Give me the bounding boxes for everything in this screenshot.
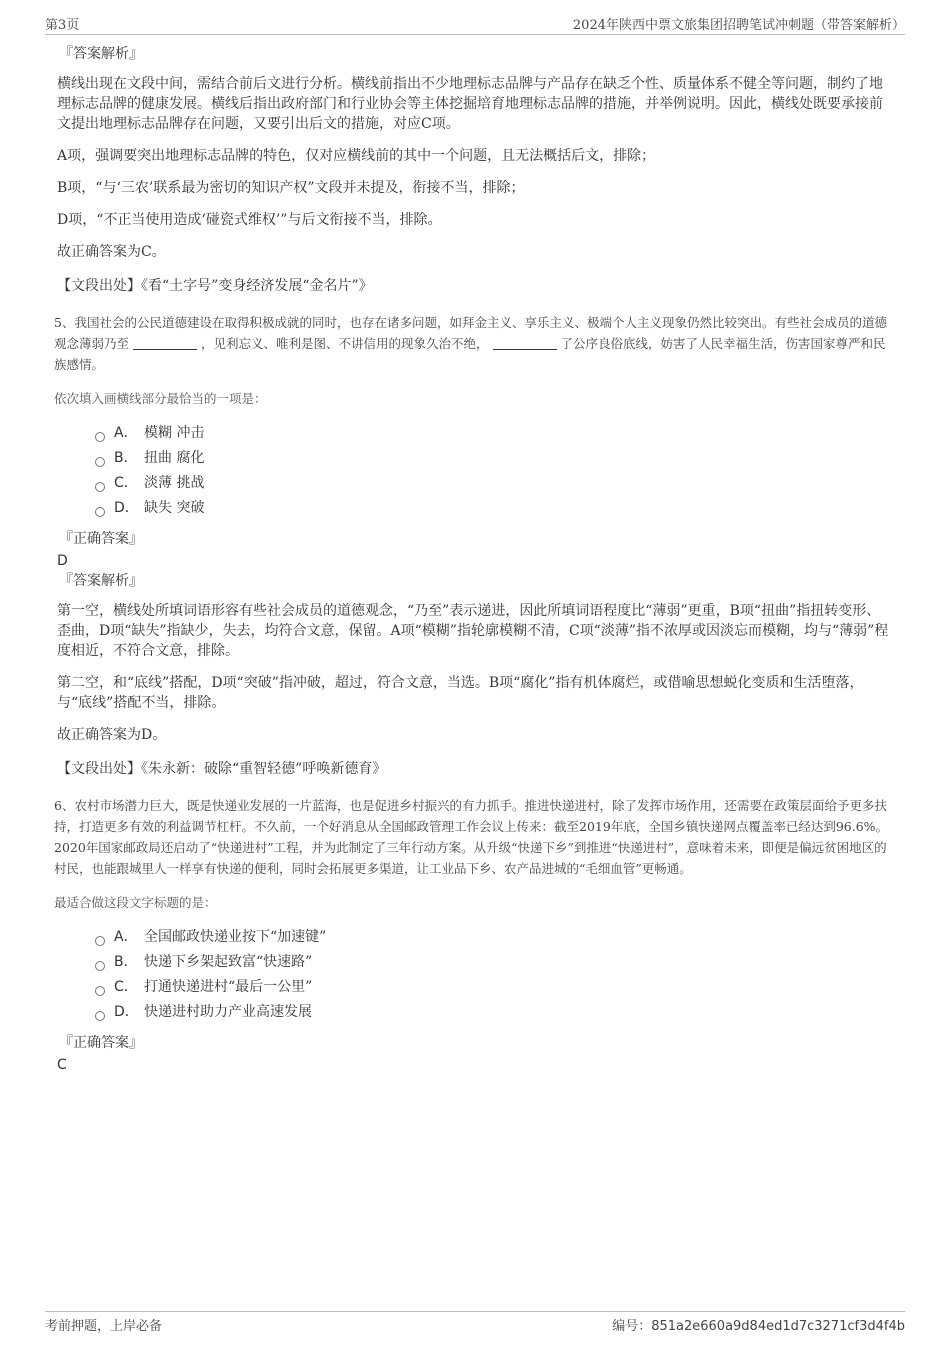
q5-analysis-p2: 第二空，和“底线”搭配，D项“突破”指冲破，超过，符合文意，当选。B项“腐化”指有机体腐烂，或借喻思想蜕化变质和生活堕落，与“底线”搭配不当，排除。 xyxy=(57,675,864,711)
q6-prompt: 最适合做这段文字标题的是： xyxy=(54,895,217,910)
q4-analysis-p4: D项，“不正当使用造成‘碰瓷式维权’”与后文衔接不当，排除。 xyxy=(57,212,442,228)
q4-analysis-tag: 『答案解析』 xyxy=(59,46,143,62)
q4-analysis-conclusion: 故正确答案为C。 xyxy=(57,244,166,260)
q5-question-text xyxy=(54,312,892,375)
q5-option-a[interactable]: A． 模糊 冲击 xyxy=(95,421,892,446)
footer-slogan: 考前押题，上岸必备 xyxy=(45,1319,163,1334)
q5-option-c[interactable]: C． 淡薄 挑战 xyxy=(95,471,892,496)
q4-source: 【文段出处】《看“土字号”变身经济发展“金名片”》 xyxy=(57,278,373,294)
q5-correct-answer: D xyxy=(57,553,68,569)
q5-text-part2: ，见利忘义、唯利是图、不讲信用的现象久治不绝， xyxy=(201,336,489,351)
q5-analysis-tag: 『答案解析』 xyxy=(59,573,143,589)
q5-options xyxy=(95,421,892,521)
footer-code xyxy=(612,1315,905,1334)
q5-source: 【文段出处】《朱永新：破除“重智轻德”呼唤新德育》 xyxy=(57,761,387,777)
q4-analysis-p3: B项，“与‘三农’联系最为密切的知识产权”文段并未提及，衔接不当，排除； xyxy=(57,180,525,196)
radio-icon[interactable] xyxy=(95,986,105,996)
page-header xyxy=(45,12,905,35)
radio-icon[interactable] xyxy=(95,482,105,492)
q5-blank-2 xyxy=(493,335,557,350)
radio-icon[interactable] xyxy=(95,457,105,467)
page-content xyxy=(54,44,892,1075)
q6-correct-answer: C xyxy=(57,1057,67,1073)
footer-code-label: 编号： xyxy=(612,1319,652,1334)
radio-icon[interactable] xyxy=(95,507,105,517)
page-number: 第3页 xyxy=(45,18,80,33)
q6-option-c[interactable]: C． 打通快递进村“最后一公里” xyxy=(95,975,892,1000)
q5-analysis-conclusion: 故正确答案为D。 xyxy=(57,727,167,743)
q6-question-text: 6、农村市场潜力巨大，既是快递业发展的一片蓝海，也是促进乡村振兴的有力抓手。推进快递进村，除了发挥市场作用，还需要在政策层面给予更多扶持，打造更多有效的利益调节杠杆。不久前，一个好消息从全国邮政管理工作会议上传来：截至2019年底，全国乡镇快递网点覆盖率已经达到96.6%。2020年国家邮政局还启动了“快递进村”工程，并为此制定了三年行动方案。从升级“快递下乡”到推进“快递进村”，意味着未来，即便是偏远贫困地区的村民，也能跟城里人一样享有快递的便利，同时会拓展更多渠道，让工业品下乡、农产品进城的“毛细血管”更畅通。 xyxy=(54,798,889,876)
q5-prompt: 依次填入画横线部分最恰当的一项是： xyxy=(54,391,267,406)
q5-blank-1 xyxy=(133,335,197,350)
footer-code-value: 851a2e660a9d84ed1d7c3271cf3d4f4b xyxy=(651,1319,905,1334)
q6-option-b[interactable]: B． 快递下乡架起致富“快速路” xyxy=(95,950,892,975)
q6-options xyxy=(95,925,892,1025)
q4-analysis-p1: 横线出现在文段中间，需结合前后文进行分析。横线前指出不少地理标志品牌与产品存在缺乏个性、质量体系不健全等问题，制约了地理标志品牌的健康发展。横线后指出政府部门和行业协会等主体挖掘培育地理标志品牌的措施，并举例说明。因此，横线处既要承接前文提出地理标志品牌存在问题，又要引出后文的措施，对应C项。 xyxy=(57,76,883,132)
q6-option-a[interactable]: A． 全国邮政快递业按下“加速键” xyxy=(95,925,892,950)
q5-option-b[interactable]: B． 扭曲 腐化 xyxy=(95,446,892,471)
radio-icon[interactable] xyxy=(95,1011,105,1021)
q6-option-d[interactable]: D． 快递进村助力产业高速发展 xyxy=(95,1000,892,1025)
page-footer xyxy=(45,1311,905,1334)
radio-icon[interactable] xyxy=(95,936,105,946)
q5-text-part1: 5、我国社会的公民道德建设在取得积极成就的同时，也存在诸多问题，如拜金主义、享乐主义、极端个人主义现象仍然比较突出。有些社会成员的道德观念薄弱乃至 xyxy=(54,315,887,351)
radio-icon[interactable] xyxy=(95,961,105,971)
q5-analysis-p1: 第一空，横线处所填词语形容有些社会成员的道德观念，“乃至”表示递进，因此所填词语程度比“薄弱”更重，B项“扭曲”指扭转变形、歪曲，D项“缺失”指缺少，失去，均符合文意，保留。A项“模糊”指轮廓模糊不清，C项“淡薄”指不浓厚或因淡忘而模糊，均与“薄弱”程度相近，不符合文意，排除。 xyxy=(57,603,889,659)
q4-analysis-p2: A项，强调要突出地理标志品牌的特色，仅对应横线前的其中一个问题，且无法概括后文，排除； xyxy=(57,148,656,164)
radio-icon[interactable] xyxy=(95,432,105,442)
q5-correct-tag: 『正确答案』 xyxy=(59,531,143,547)
q6-correct-tag: 『正确答案』 xyxy=(59,1035,143,1051)
document-title: 2024年陕西中票文旅集团招聘笔试冲刺题（带答案解析） xyxy=(572,18,905,33)
q5-text-part3: 了公序良俗底线，妨害了人民幸福生活，伤害国家尊严和民族感情。 xyxy=(54,336,886,372)
q5-option-d[interactable]: D． 缺失 突破 xyxy=(95,496,892,521)
